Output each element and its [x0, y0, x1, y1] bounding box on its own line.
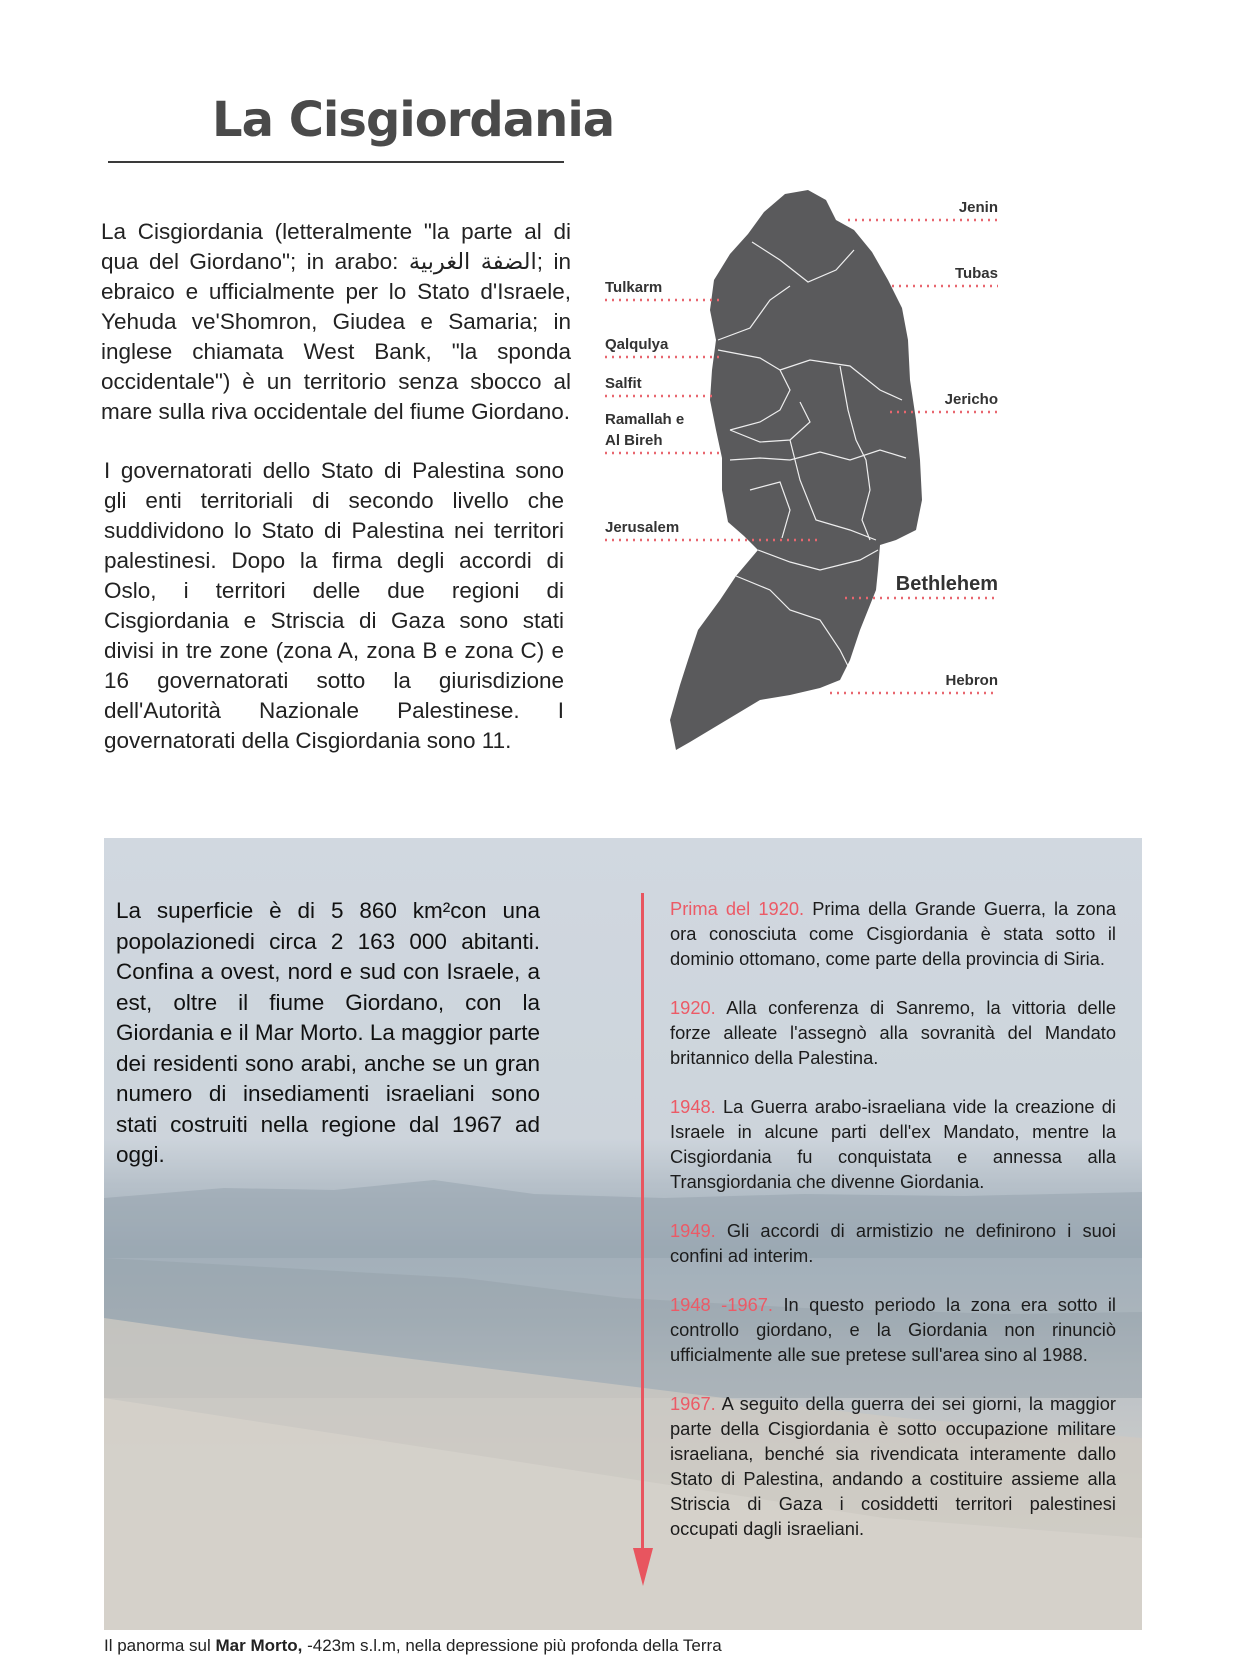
- label-qalqulya: Qalqulya: [605, 336, 669, 353]
- caption-bold: Mar Morto,: [215, 1636, 303, 1655]
- caption-prefix: Il panorma sul: [104, 1636, 216, 1655]
- label-bethlehem: Bethlehem: [895, 573, 998, 595]
- timeline-item: [670, 995, 1116, 1070]
- page-title: La Cisgiordania: [212, 92, 615, 148]
- timeline-item: [670, 1391, 1116, 1541]
- label-jenin: Jenin: [958, 199, 998, 216]
- label-jericho: Jericho: [944, 391, 998, 408]
- timeline-item: [670, 896, 1116, 971]
- timeline-year: 1948 -1967.: [670, 1294, 773, 1315]
- timeline-item: [670, 1094, 1116, 1194]
- timeline-year: 1948.: [670, 1096, 716, 1117]
- photo-caption: [104, 1636, 722, 1656]
- label-salfit: Salfit: [605, 375, 642, 392]
- label-ramallah-1: Ramallah e: [605, 411, 685, 428]
- governorates-paragraph: I governatorati dello Stato di Palestina sono gli enti territoriali di secondo livello che suddividono lo Stato di Palestina nei territori palestinesi. Dopo la firma degli accordi di Oslo, i territori delle due regioni di Cisgiordania e Striscia di Gaza sono stati divisi in tre zone (zona A, zona B e zona C) e 16 governatorati sotto la giurisdizione dell'Autorità Nazionale Palestinese. I governatorati della Cisgiordania sono 11.: [104, 458, 564, 753]
- timeline-arrow-head: [633, 1548, 653, 1586]
- timeline-year: 1949.: [670, 1220, 716, 1241]
- west-bank-shape: [670, 190, 922, 750]
- title-underline: [108, 161, 564, 163]
- west-bank-map: [605, 190, 1070, 780]
- timeline: [670, 896, 1116, 1565]
- dead-sea-panorama: [104, 838, 1142, 1630]
- timeline-text: Prima della Grande Guerra, la zona ora conosciuta come Cisgiordania è stata sotto il dominio ottomano, come parte della provincia di Siria.: [670, 898, 1116, 969]
- timeline-year: 1967.: [670, 1393, 716, 1414]
- label-jerusalem: Jerusalem: [605, 519, 680, 536]
- label-hebron: Hebron: [945, 672, 998, 689]
- caption-suffix: -423m s.l.m, nella depressione più profonda della Terra: [302, 1636, 722, 1655]
- label-tubas: Tubas: [954, 265, 998, 282]
- facts-paragraph: La superficie è di 5 860 km²con una popolazionedi circa 2 163 000 abitanti. Confina a ovest, nord e sud con Israele, a est, oltre il fiume Giordano, con la Giordania e il Mar Morto. La maggior parte dei residenti sono arabi, anche se un gran numero di insediamenti israeliani sono stati costruiti nella regione dal 1967 ad oggi.: [116, 898, 540, 1167]
- timeline-arrow-line: [641, 893, 644, 1553]
- timeline-year: Prima del 1920.: [670, 898, 805, 919]
- timeline-text: A seguito della guerra dei sei giorni, la maggior parte della Cisgiordania è sotto occupazione militare israeliana, benché sia rivendicata interamente dallo Stato di Palestina, andando a costituire assieme alla Striscia di Gaza i cosiddetti territori palestinesi occupati dagli israeliani.: [670, 1393, 1116, 1539]
- timeline-year: 1920.: [670, 997, 716, 1018]
- timeline-text: Alla conferenza di Sanremo, la vittoria delle forze alleate l'assegnò alla sovranità del Mandato britannico della Palestina.: [670, 997, 1116, 1068]
- timeline-item: [670, 1292, 1116, 1367]
- intro-paragraph: La Cisgiordania (letteralmente "la parte al di qua del Giordano"; in arabo: الضفة الغربية; in ebraico e ufficialmente per lo Stato d'Israele, Yehuda ve'Shomron, Giudea e Samaria; in inglese chiamata West Bank, "la sponda occidentale") è un territorio senza sbocco al mare sulla riva occidentale del fiume Giordano.: [101, 219, 571, 424]
- label-ramallah-2: Al Bireh: [605, 432, 663, 449]
- timeline-text: La Guerra arabo-israeliana vide la creazione di Israele in alcune parti dell'ex Mandato, mentre la Cisgiordania fu conquistata e annessa alla Transgiordania che divenne Giordania.: [670, 1096, 1116, 1192]
- timeline-text: Gli accordi di armistizio ne definirono i suoi confini ad interim.: [670, 1220, 1116, 1266]
- timeline-text: In questo periodo la zona era sotto il controllo giordano, e la Giordania non rinunciò ufficialmente alle sue pretese sull'area sino al 1988.: [670, 1294, 1116, 1365]
- timeline-item: [670, 1218, 1116, 1268]
- label-tulkarm: Tulkarm: [605, 279, 663, 296]
